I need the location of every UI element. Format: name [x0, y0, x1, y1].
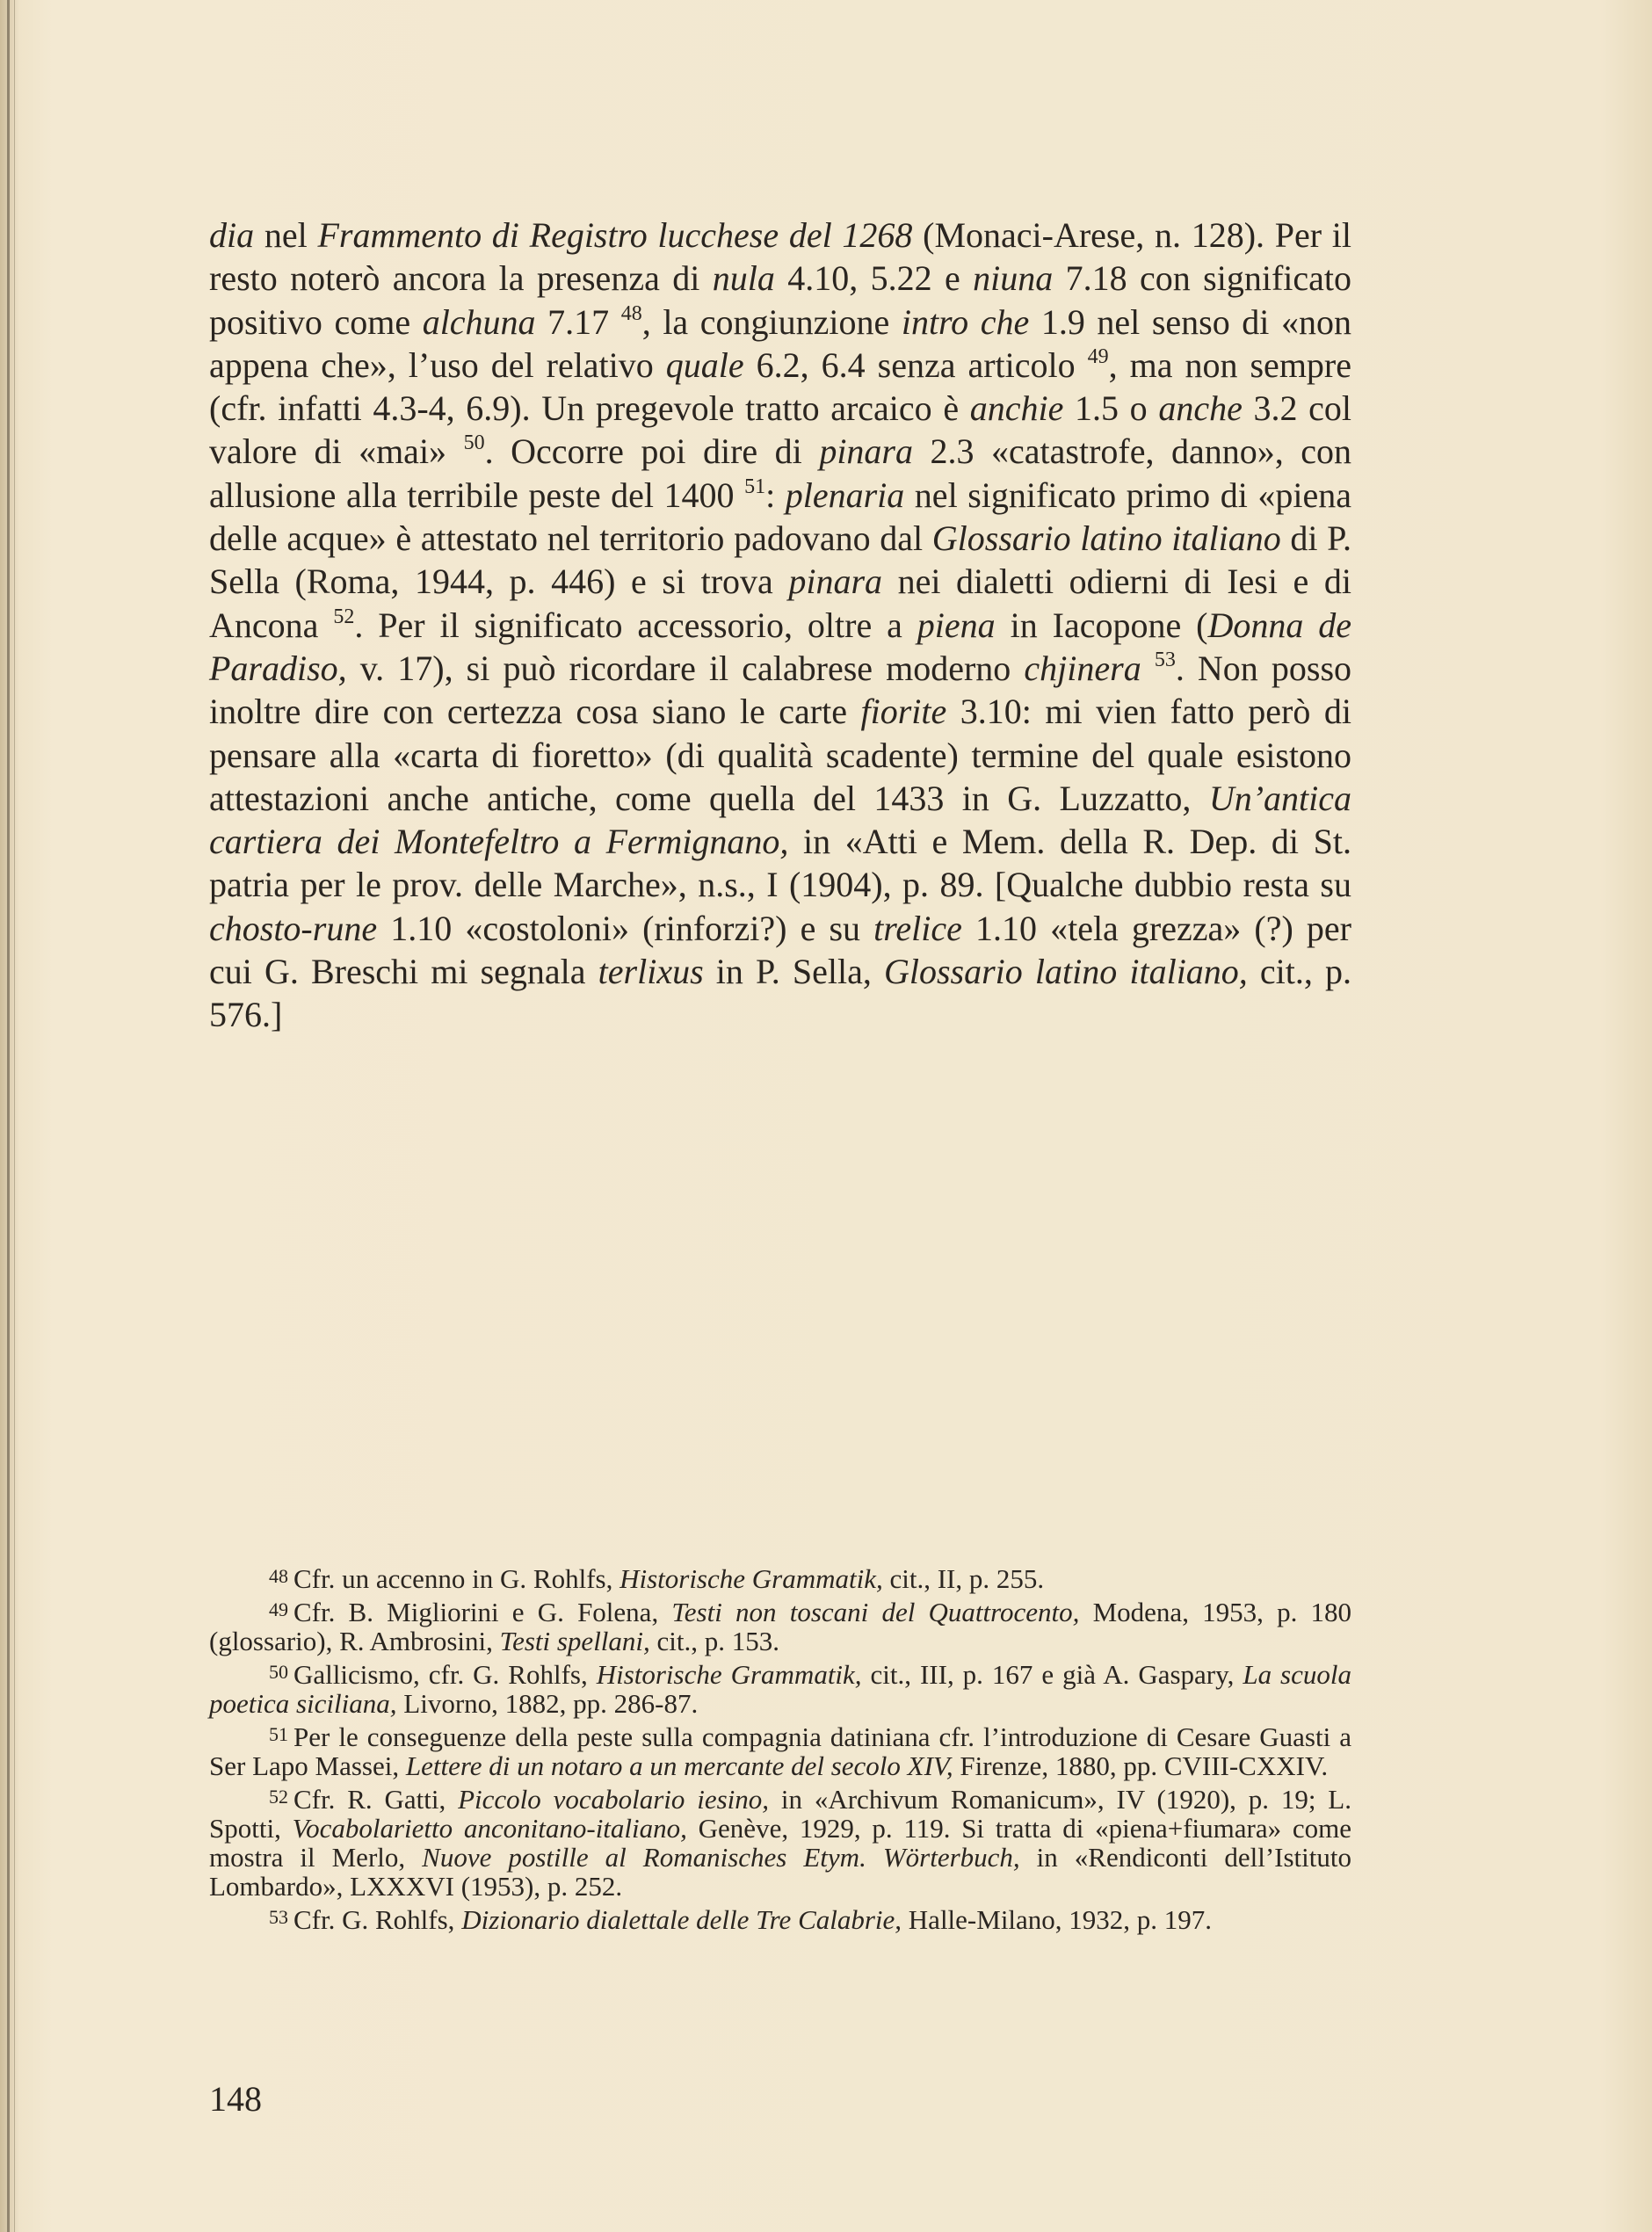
italic-text-run: La scuola poetica siciliana,	[209, 1659, 1351, 1719]
text-run: Cfr. G. Rohlfs,	[293, 1904, 462, 1935]
footnote-49	[209, 1595, 1351, 1656]
text-run: cit., p. 576.]	[209, 952, 1352, 1035]
text-run: in P. Sella,	[703, 952, 884, 992]
italic-text-run: pinara	[788, 562, 883, 602]
text-run: Cfr. B. Migliorini e G. Folena,	[293, 1597, 672, 1627]
footnote-number: 50	[269, 1661, 288, 1683]
italic-text-run: Frammento di Registro lucchese del 1268	[317, 215, 913, 255]
footnote-48	[209, 1562, 1351, 1593]
footnote-reference: 48	[620, 301, 642, 325]
italic-text-run: Donna de Paradiso,	[209, 605, 1352, 688]
italic-text-run: alchuna	[422, 301, 536, 342]
italic-text-run: Testi spellani,	[499, 1626, 650, 1656]
page-spine-edge	[7, 0, 10, 2232]
text-run: 1.9 nel senso di «non appena che», l’uso del relativo	[209, 301, 1351, 385]
text-run: nei dialetti odierni di Iesi e di Ancona	[209, 562, 1351, 645]
text-run: in «Atti e Mem. della R. Dep. di St. patria per le prov. delle Marche», n.s., I (1904), p. 89. [Qualche dubbio resta su	[209, 822, 1351, 905]
footnote-number: 52	[269, 1786, 288, 1808]
footnote-reference: 52	[333, 605, 355, 628]
text-run: Cfr. R. Gatti,	[293, 1784, 459, 1815]
footnote-51	[209, 1720, 1351, 1780]
text-run: Modena, 1953, p. 180 (glossario), R. Ambrosini,	[209, 1597, 1352, 1656]
italic-text-run: chjinera	[1024, 648, 1141, 688]
italic-text-run: Historische Grammatik,	[596, 1659, 862, 1690]
page-number: 148	[209, 2079, 262, 2119]
italic-text-run: Nuove postille al Romanisches Etym. Wörterbuch,	[422, 1842, 1020, 1873]
italic-text-run: trelice	[873, 908, 962, 948]
footnote-number: 48	[269, 1565, 288, 1587]
italic-text-run: nula	[712, 258, 775, 299]
text-run: . Occorre poi dire di	[484, 431, 820, 472]
text-run: Genève, 1929, p. 119. Si tratta di «piena+fiumara» come mostra il Merlo,	[209, 1813, 1351, 1873]
text-run: (Monaci-Arese, n. 128). Per il resto noterò ancora la presenza di	[209, 215, 1351, 299]
italic-text-run: Historische Grammatik,	[620, 1563, 883, 1594]
italic-text-run: niuna	[973, 258, 1054, 299]
text-run: v. 17), si può ricordare il calabrese moderno	[346, 648, 1025, 688]
italic-text-run: chosto-rune	[209, 908, 378, 948]
page-spine-shadow	[14, 0, 15, 2232]
footnote-number: 49	[269, 1598, 288, 1620]
text-run: 3.2 col valore di «mai»	[209, 388, 1351, 472]
italic-text-run: fiorite	[860, 692, 947, 732]
italic-text-run: quale	[665, 344, 744, 385]
footnote-reference: 49	[1087, 344, 1109, 368]
footnote-reference: 51	[744, 475, 766, 498]
text-run: cit., II, p. 255.	[882, 1563, 1045, 1594]
text-run: Halle-Milano, 1932, p. 197.	[902, 1904, 1213, 1935]
footnote-reference: 50	[463, 431, 485, 455]
footnote-number: 51	[269, 1723, 288, 1745]
text-run	[1141, 649, 1155, 688]
italic-text-run: terlixus	[598, 952, 704, 992]
text-run: Per le conseguenze della peste sulla compagnia datiniana cfr. l’introduzione di Cesare Guasti a Ser Lapo Massei,	[209, 1721, 1351, 1781]
text-run: :	[765, 475, 786, 515]
italic-text-run: anchie	[969, 388, 1064, 429]
italic-text-run: Testi non toscani del Quattrocento,	[671, 1597, 1080, 1627]
italic-text-run: pinara	[819, 431, 913, 472]
text-run: 7.18 con significato positivo come	[209, 258, 1351, 342]
footnote-number: 53	[269, 1906, 288, 1928]
italic-text-run: Lettere di un notaro a un mercante del secolo XIV,	[405, 1750, 953, 1781]
italic-text-run: Piccolo vocabolario iesino,	[458, 1784, 770, 1815]
text-run: 7.17	[535, 301, 621, 342]
italic-text-run: Dizionario dialettale delle Tre Calabrie,	[461, 1904, 902, 1935]
footnotes-section	[209, 1562, 1351, 1936]
footnote-50	[209, 1657, 1351, 1718]
italic-text-run: Glossario latino italiano,	[883, 952, 1248, 992]
text-run: nel	[254, 215, 318, 255]
main-body-paragraph	[209, 214, 1351, 1037]
text-run: Firenze, 1880, pp. CVIII-CXXIV.	[953, 1750, 1329, 1781]
text-run: 3.10: mi vien fatto però di pensare alla «carta di fioretto» (di qualità scadente) termine del quale esistono attestazioni anche antiche, come quella del 1433 in G. Luzzatto,	[209, 692, 1351, 818]
text-run: . Per il significato accessorio, oltre a	[354, 605, 917, 645]
footnote-reference: 53	[1154, 648, 1176, 671]
text-run: 1.10 «tela grezza» (?) per cui G. Breschi mi segnala	[209, 908, 1351, 992]
text-run: 1.10 «costoloni» (rinforzi?) e su	[377, 908, 874, 948]
italic-text-run: plenaria	[785, 475, 905, 515]
text-run: in «Rendiconti dell’Istituto Lombardo», LXXXVI (1953), p. 252.	[209, 1842, 1352, 1902]
text-run: cit., p. 153.	[649, 1626, 780, 1656]
italic-text-run: Vocabolarietto anconitano-italiano,	[292, 1813, 687, 1844]
italic-text-run: piena	[917, 605, 996, 645]
text-run: cit., III, p. 167 e già A. Gaspary,	[861, 1659, 1243, 1690]
italic-text-run: intro che	[901, 301, 1030, 342]
italic-text-run: Glossario latino italiano	[931, 518, 1281, 559]
text-run: , ma non sempre (cfr. infatti 4.3-4, 6.9). Un pregevole tratto arcaico è	[209, 344, 1352, 429]
text-run: 1.5 o	[1063, 388, 1159, 429]
text-run: Cfr. un accenno in G. Rohlfs,	[293, 1563, 620, 1594]
text-run: Livorno, 1882, pp. 286-87.	[396, 1688, 699, 1719]
footnote-53	[209, 1902, 1351, 1934]
text-run: Gallicismo, cfr. G. Rohlfs,	[293, 1659, 597, 1690]
text-run: in Iacopone (	[995, 605, 1208, 645]
text-run: nel significato primo di «piena delle acque» è attestato nel territorio padovano dal	[209, 475, 1351, 559]
text-run: 4.10, 5.22 e	[774, 258, 974, 299]
footnote-52	[209, 1782, 1351, 1901]
italic-text-run: Un’antica cartiera dei Montefeltro a Fermignano,	[209, 778, 1351, 862]
italic-text-run: dia	[209, 215, 255, 255]
text-run: in «Archivum Romanicum», IV (1920), p. 19; L. Spotti,	[209, 1784, 1351, 1844]
italic-text-run: anche	[1158, 388, 1243, 429]
text-run: 2.3 «catastrofe, danno», con allusione alla terribile peste del 1400	[209, 431, 1351, 515]
text-run: , la congiunzione	[641, 301, 902, 342]
text-run: di P. Sella (Roma, 1944, p. 446) e si trova	[209, 518, 1351, 602]
text-run: . Non posso inoltre dire con certezza cosa siano le carte	[209, 648, 1352, 732]
text-run: 6.2, 6.4 senza articolo	[743, 344, 1088, 385]
